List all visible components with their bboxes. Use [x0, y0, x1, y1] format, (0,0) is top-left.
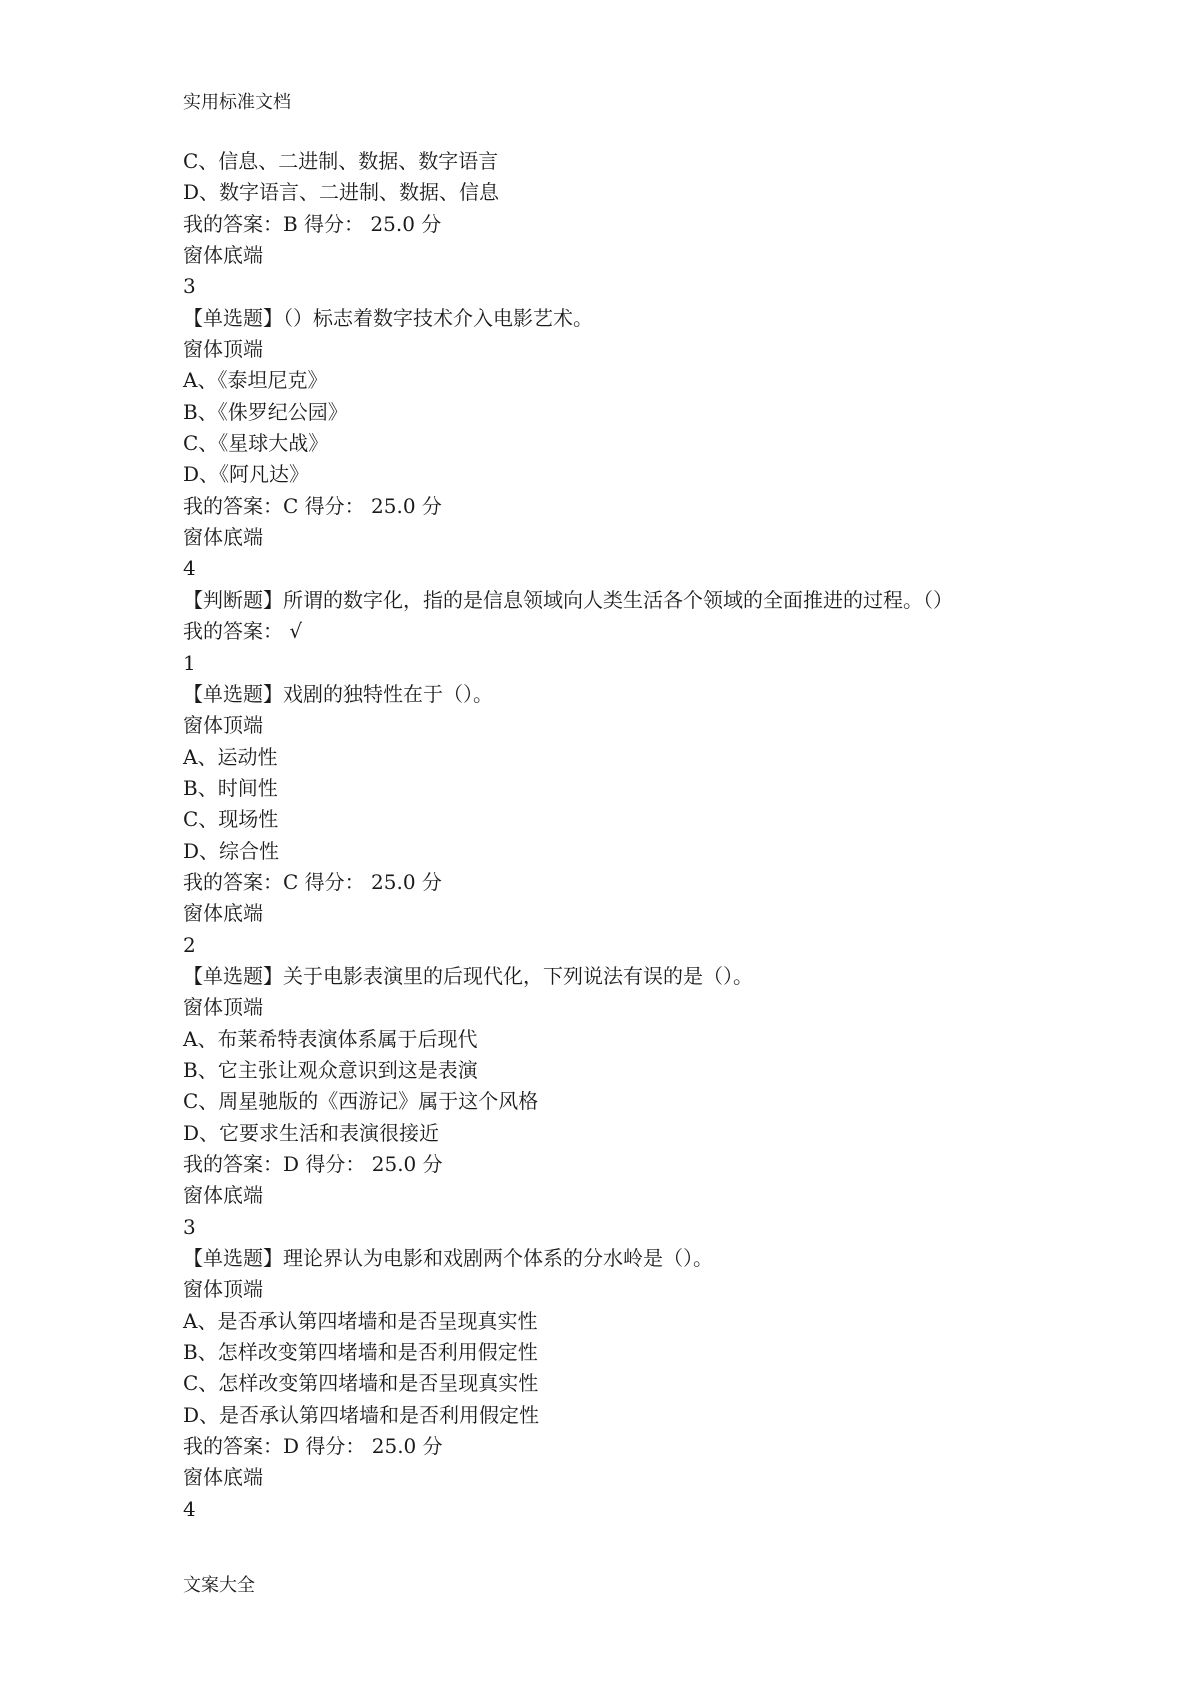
document-line: C、信息、二进制、数据、数字语言 — [183, 149, 499, 173]
document-line: A、《泰坦尼克》 — [183, 368, 328, 393]
document-line: 【单选题】（）标志着数字技术介入电影艺术。 — [183, 305, 593, 330]
document-line: C、周星驰版的《西游记》属于这个风格 — [183, 1089, 539, 1114]
document-line: 我的答案：D 得分： 25.0 分 — [183, 1152, 443, 1176]
document-body — [183, 146, 1143, 1525]
document-line: 【单选题】戏剧的独特性在于（）。 — [183, 681, 493, 706]
document-line: 窗体底端 — [183, 1465, 263, 1490]
document-line: 窗体顶端 — [183, 1277, 263, 1302]
document-line: D、是否承认第四堵墙和是否利用假定性 — [183, 1402, 540, 1427]
document-line: 窗体底端 — [183, 901, 263, 926]
document-line: 窗体底端 — [183, 525, 263, 550]
document-line: 【单选题】理论界认为电影和戏剧两个体系的分水岭是（）。 — [183, 1246, 713, 1271]
document-line: D、《阿凡达》 — [183, 462, 310, 487]
document-line: 3 — [183, 1214, 196, 1239]
document-line: C、现场性 — [183, 807, 279, 832]
document-line: 4 — [183, 556, 196, 581]
document-line: 我的答案：B 得分： 25.0 分 — [183, 211, 442, 236]
document-line: 【单选题】关于电影表演里的后现代化，下列说法有误的是（）。 — [183, 963, 753, 988]
document-line: C、《星球大战》 — [183, 431, 329, 456]
document-line: D、综合性 — [183, 838, 280, 863]
document-line: B、怎样改变第四堵墙和是否利用假定性 — [183, 1340, 538, 1365]
document-line: 窗体底端 — [183, 1183, 263, 1208]
document-line: 窗体底端 — [183, 243, 263, 268]
document-line: 【判断题】所谓的数字化，指的是信息领域向人类生活各个领域的全面推进的过程。（） — [183, 587, 953, 612]
document-line: A、运动性 — [183, 744, 278, 769]
document-line: B、《侏罗纪公园》 — [183, 399, 348, 424]
document-line: 窗体顶端 — [183, 995, 263, 1020]
document-line: B、时间性 — [183, 775, 278, 800]
document-line: 3 — [183, 274, 196, 299]
document-line: 我的答案：C 得分： 25.0 分 — [183, 493, 442, 518]
document-line: 4 — [183, 1496, 196, 1521]
document-line: 2 — [183, 932, 196, 957]
document-line: A、布莱希特表演体系属于后现代 — [183, 1026, 478, 1051]
page-footer: 文案大全 — [183, 1575, 255, 1596]
document-line: B、它主张让观众意识到这是表演 — [183, 1057, 478, 1082]
page-header: 实用标准文档 — [183, 92, 291, 113]
document-line: 窗体顶端 — [183, 713, 263, 738]
document-line: 我的答案：D 得分： 25.0 分 — [183, 1434, 443, 1459]
document-line: 我的答案： √ — [183, 619, 303, 644]
document-line: D、它要求生活和表演很接近 — [183, 1120, 440, 1145]
document-line: 窗体顶端 — [183, 337, 263, 362]
document-line: 1 — [183, 650, 196, 675]
document-line: A、是否承认第四堵墙和是否呈现真实性 — [183, 1308, 538, 1333]
document-line: C、怎样改变第四堵墙和是否呈现真实性 — [183, 1371, 539, 1396]
document-line: 我的答案：C 得分： 25.0 分 — [183, 869, 442, 894]
document-line: D、数字语言、二进制、数据、信息 — [183, 180, 500, 205]
